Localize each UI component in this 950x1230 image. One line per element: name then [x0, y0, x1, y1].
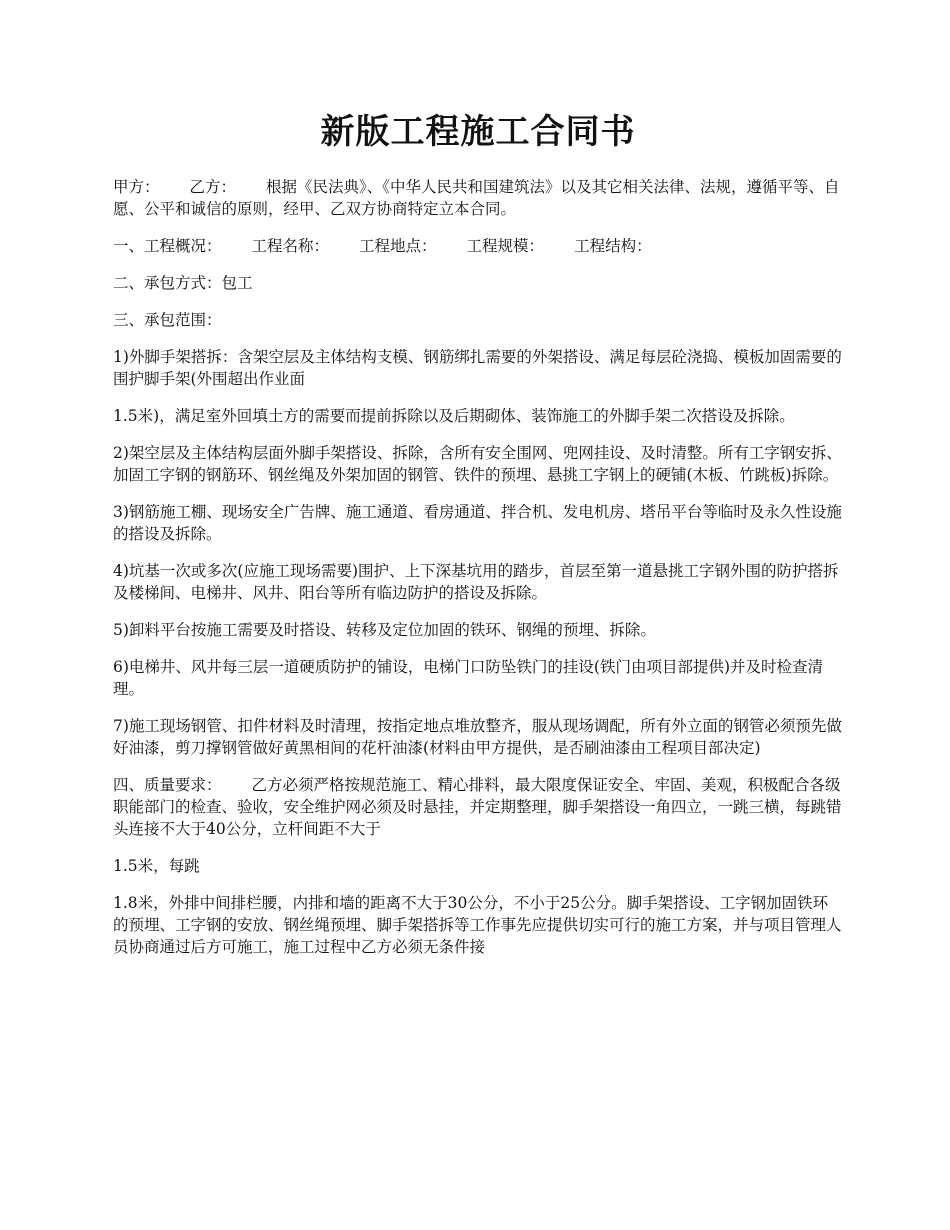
section-1-overview — [113, 235, 843, 257]
project-name-label: 工程名称： — [251, 237, 330, 256]
party-b-label: 乙方： — [189, 178, 237, 197]
project-scale-label: 工程规模： — [466, 237, 545, 256]
project-location-label: 工程地点： — [359, 237, 437, 256]
project-structure-label: 工程结构： — [574, 237, 652, 256]
quality-paragraph-1-5m: 1.5米，每跳 — [113, 857, 200, 876]
scope-item-6: 6)电梯井、风井每三层一道硬质防护的铺设，电梯门口防坠铁门的挂设(铁门由项目部提供)并及时检查清理。 — [113, 658, 824, 699]
scope-item-5: 5)卸料平台按施工需要及时搭设、转移及定位加固的铁环、钢绳的预埋、拆除。 — [113, 621, 656, 640]
scope-item-4: 4)坑基一次或多次(应施工现场需要)围护、上下深基坑用的踏步，首层至第一道悬挑工字钢外围的防护搭拆及楼梯间、电梯井、风井、阳台等所有临边防护的搭设及拆除。 — [113, 562, 839, 603]
section-4-text: 乙方必须严格按规范施工、精心排料，最大限度保证安全、牢固、美观，积极配合各级职能部门的检查、验收，安全维护网必须及时悬挂，并定期整理，脚手架搭设一角四立，一跳三横，每跳错头连接不大于40公分，立杆间距不大于 — [113, 776, 842, 839]
scope-item-1: 1)外脚手架搭拆：含架空层及主体结构支模、钢筋绑扎需要的外架搭设、满足每层砼浇捣、模板加固需要的围护脚手架(外围超出作业面 — [113, 348, 842, 389]
section-1-heading: 一、工程概况： — [113, 237, 222, 256]
party-a-label: 甲方： — [113, 178, 160, 197]
section-2-contract-mode: 二、承包方式：包工 — [113, 274, 253, 293]
scope-item-2: 2)架空层及主体结构层面外脚手架搭设、拆除，含所有安全围网、兜网挂设、及时清整。所有工字钢安拆、加固工字钢的钢筋环、钢丝绳及外架加固的钢管、铁件的预埋、悬挑工字钢上的硬铺(木板、竹跳板)拆除。 — [113, 444, 842, 485]
intro-text: 根据《民法典》、《中华人民共和国建筑法》以及其它相关法律、法规，遵循平等、自愿、公平和诚信的原则，经甲、乙双方协商特定立本合同。 — [113, 178, 840, 219]
section-3-heading: 三、承包范围： — [113, 311, 222, 330]
scope-item-1-continued: 1.5米)，满足室外回填土方的需要而提前拆除以及后期砌体、装饰施工的外脚手架二次搭设及拆除。 — [113, 407, 795, 426]
document-page — [113, 110, 843, 973]
section-4-heading: 四、质量要求： — [113, 776, 222, 795]
document-title: 新版工程施工合同书 — [320, 112, 636, 152]
quality-paragraph-1-8m: 1.8米，外排中间排栏腰，内排和墙的距离不大于30公分，不小于25公分。脚手架搭设、工字钢加固铁环的预埋、工字钢的安放、钢丝绳预埋、脚手架搭拆等工作事先应提供切实可行的施工方案，并与项目管理人员协商通过后方可施工，施工过程中乙方必须无条件接 — [113, 894, 842, 957]
intro-paragraph — [113, 176, 843, 220]
scope-item-7: 7)施工现场钢管、扣件材料及时清理，按指定地点堆放整齐，服从现场调配，所有外立面的钢管必须预先做好油漆，剪刀撑钢管做好黄黑相间的花杆油漆(材料由甲方提供，是否刷油漆由工程项目部决定) — [113, 717, 842, 758]
scope-item-3: 3)钢筋施工棚、现场安全广告牌、施工通道、看房通道、拌合机、发电机房、塔吊平台等临时及永久性设施的搭设及拆除。 — [113, 503, 842, 544]
section-4-quality — [113, 774, 843, 840]
